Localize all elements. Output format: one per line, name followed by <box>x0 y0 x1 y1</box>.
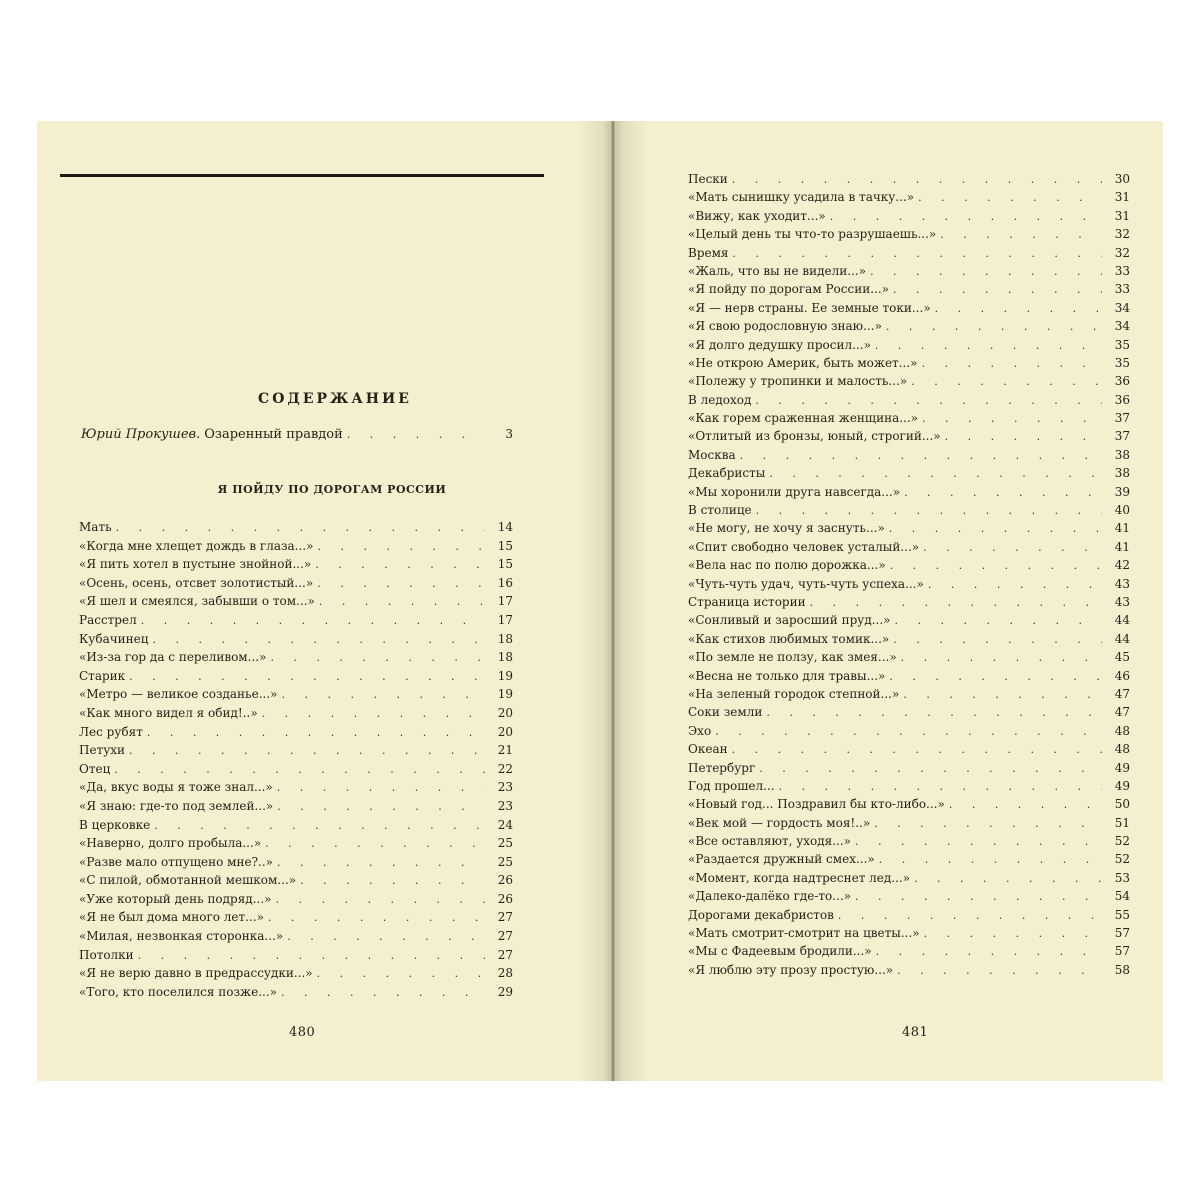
dot-leader <box>152 631 485 650</box>
dot-leader <box>914 870 1102 888</box>
toc-entry-title: Декабристы <box>688 466 766 481</box>
toc-entry-page: 18 <box>497 631 513 646</box>
toc-entry <box>79 667 513 686</box>
toc-entry-title: «Я люблю эту прозу простую...» <box>688 962 894 977</box>
dot-leader <box>889 520 1102 538</box>
toc-entry-title: «Не могу, не хочу я заснуть...» <box>688 521 885 536</box>
toc-entry-title: «Милая, незвонкая сторонка...» <box>79 929 284 944</box>
toc-entry-title: «Когда мне хлещет дождь в глаза...» <box>79 538 314 553</box>
toc-entry-title: «По земле не ползу, как змея...» <box>688 650 897 665</box>
dot-leader <box>277 854 485 873</box>
dot-leader <box>893 631 1102 649</box>
dot-leader <box>889 668 1102 686</box>
toc-entry <box>688 575 1130 593</box>
toc-entry <box>688 446 1130 464</box>
toc-entry-page: 47 <box>1114 686 1130 701</box>
toc-entry-page: 15 <box>497 538 513 553</box>
dot-leader <box>732 171 1102 189</box>
toc-entry-page: 43 <box>1114 594 1130 609</box>
dot-leader <box>876 943 1102 961</box>
toc-entry-page: 18 <box>497 650 513 665</box>
dot-leader <box>922 410 1102 428</box>
toc-entry-page: 27 <box>497 947 513 962</box>
dot-leader <box>319 593 485 612</box>
toc-entry <box>79 760 513 779</box>
toc-entry <box>688 464 1130 482</box>
toc-entry <box>688 170 1130 188</box>
toc-entry-page: 47 <box>1114 705 1130 720</box>
dot-leader <box>740 447 1102 465</box>
toc-entry <box>688 832 1130 850</box>
toc-entry-page: 17 <box>497 594 513 609</box>
toc-entry-page: 31 <box>1114 208 1130 223</box>
toc-entry <box>688 280 1130 298</box>
toc-entry-title: «Новый год... Поздравил бы кто-либо...» <box>688 797 945 812</box>
toc-entry-title: Петухи <box>79 743 126 758</box>
toc-entry-page: 44 <box>1114 631 1130 646</box>
dot-leader <box>940 226 1102 244</box>
toc-entry-page: 48 <box>1114 723 1130 738</box>
toc-entry-page: 46 <box>1114 668 1130 683</box>
page-number-left: 480 <box>289 1025 316 1040</box>
toc-entry-title: Океан <box>688 742 728 757</box>
toc-entry <box>688 593 1130 611</box>
toc-entry <box>688 722 1130 740</box>
toc-entry-title: Кубачинец <box>79 631 149 646</box>
toc-entry-title: «Все оставляют, уходя...» <box>688 834 851 849</box>
toc-entry <box>79 537 513 556</box>
toc-list-left <box>79 518 513 1001</box>
dot-leader <box>769 465 1102 483</box>
toc-entry <box>688 648 1130 666</box>
dot-leader <box>715 723 1102 741</box>
toc-entry <box>79 908 513 927</box>
dot-leader <box>317 575 485 594</box>
toc-entry <box>79 964 513 983</box>
toc-entry <box>79 946 513 965</box>
toc-entry-page: 37 <box>1114 429 1130 444</box>
toc-entry <box>79 834 513 853</box>
dot-leader <box>766 704 1102 722</box>
dot-leader <box>945 428 1102 446</box>
toc-entry-title: Петербург <box>688 760 756 775</box>
toc-entry-page: 15 <box>497 557 513 572</box>
dot-leader <box>879 851 1102 869</box>
dot-leader <box>918 189 1102 207</box>
dot-leader <box>935 300 1102 318</box>
toc-entry-title: «Наверно, долго пробыла...» <box>79 836 262 851</box>
toc-entry <box>688 427 1130 445</box>
toc-entry-page: 35 <box>1114 355 1130 370</box>
toc-entry-page: 55 <box>1114 907 1130 922</box>
dot-leader <box>928 576 1102 594</box>
dot-leader <box>810 594 1102 612</box>
toc-entry-title: «Осень, осень, отсвет золотистый...» <box>79 575 314 590</box>
toc-entry-title: «Я пойду по дорогам России...» <box>688 282 889 297</box>
toc-entry <box>688 869 1130 887</box>
toc-entry <box>688 409 1130 427</box>
toc-entry-title: «Как много видел я обид!..» <box>79 705 258 720</box>
toc-entry-page: 17 <box>497 612 513 627</box>
toc-entry-title: «Я свою родословную знаю...» <box>688 319 882 334</box>
toc-entry-page: 19 <box>497 668 513 683</box>
toc-entry <box>79 630 513 649</box>
dot-leader <box>270 649 485 668</box>
toc-entry-title: Эхо <box>688 723 712 738</box>
dot-leader <box>277 779 485 798</box>
toc-entry <box>688 759 1130 777</box>
toc-entry-page: 32 <box>1114 245 1130 260</box>
dot-leader <box>141 612 485 631</box>
toc-entry <box>688 850 1130 868</box>
toc-entry <box>79 927 513 946</box>
toc-entry-title: «Как горем сраженная женщина...» <box>688 411 919 426</box>
toc-entry-title: «Я — нерв страны. Ее земные токи...» <box>688 300 931 315</box>
dot-leader <box>870 263 1102 281</box>
toc-entry <box>79 723 513 742</box>
toc-entry-page: 28 <box>497 966 513 981</box>
toc-entry-title: «Мать сынишку усадила в тачку...» <box>688 190 915 205</box>
toc-entry-page: 14 <box>497 520 513 534</box>
toc-entry-title: «Спит свободно человек усталый...» <box>688 539 920 554</box>
toc-entry-title: «Не открою Америк, быть может...» <box>688 355 918 370</box>
dot-leader <box>154 817 485 836</box>
toc-entry <box>79 518 513 537</box>
toc-entry <box>688 814 1130 832</box>
toc-entry-page: 30 <box>1114 172 1130 186</box>
dot-leader <box>138 947 485 966</box>
toc-entry-page: 39 <box>1114 484 1130 499</box>
toc-entry-title: «Полежу у тропинки и малость...» <box>688 374 908 389</box>
toc-entry <box>688 685 1130 703</box>
dot-leader <box>755 392 1102 410</box>
toc-entry-title: Дорогами декабристов <box>688 907 834 922</box>
toc-entry-title: «Метро — великое созданье...» <box>79 687 278 702</box>
toc-entry-page: 32 <box>1114 227 1130 242</box>
toc-entry-page: 26 <box>497 891 513 906</box>
dot-leader <box>897 962 1102 980</box>
dot-leader <box>281 984 485 1003</box>
dot-leader <box>114 761 485 780</box>
toc-entry <box>79 983 513 1002</box>
intro-page: 3 <box>505 427 513 441</box>
toc-entry-title: «Чуть-чуть удач, чуть-чуть успеха...» <box>688 576 924 591</box>
toc-entry-page: 34 <box>1114 319 1130 334</box>
toc-entry <box>79 741 513 760</box>
toc-entry-page: 38 <box>1114 447 1130 462</box>
toc-entry-title: Потолки <box>79 947 134 962</box>
dot-leader <box>315 556 485 575</box>
dot-leader <box>281 686 485 705</box>
toc-entry-page: 50 <box>1114 797 1130 812</box>
toc-entry-title: «Отлитый из бронзы, юный, строгий...» <box>688 429 941 444</box>
toc-entry-title: «Жаль, что вы не видели...» <box>688 263 867 278</box>
toc-entry <box>688 961 1130 979</box>
header-rule <box>60 174 544 177</box>
toc-entry-page: 16 <box>497 575 513 590</box>
dot-leader <box>300 872 485 891</box>
toc-entry-page: 23 <box>497 780 513 795</box>
dot-leader <box>855 833 1102 851</box>
toc-entry-page: 33 <box>1114 263 1130 278</box>
toc-entry-page: 41 <box>1114 521 1130 536</box>
toc-entry <box>79 574 513 593</box>
toc-entry-page: 58 <box>1114 962 1130 977</box>
dot-leader <box>886 318 1102 336</box>
dot-leader <box>277 798 485 817</box>
toc-entry-title: «Я долго дедушку просил...» <box>688 337 871 352</box>
toc-entry <box>688 336 1130 354</box>
toc-entry-page: 19 <box>497 687 513 702</box>
toc-entry-page: 33 <box>1114 282 1130 297</box>
toc-entry <box>688 519 1130 537</box>
toc-entry-page: 38 <box>1114 466 1130 481</box>
toc-entry-title: «Мы хоронили друга навсегда...» <box>688 484 901 499</box>
toc-entry <box>688 906 1130 924</box>
toc-entry-page: 31 <box>1114 190 1130 205</box>
dot-leader <box>759 760 1102 778</box>
dot-leader <box>317 965 485 984</box>
toc-entry-title: Время <box>688 245 729 260</box>
toc-entry-page: 34 <box>1114 300 1130 315</box>
toc-entry-title: «Далеко-далёко где-то...» <box>688 889 852 904</box>
toc-entry-title: «Целый день ты что-то разрушаешь...» <box>688 227 937 242</box>
toc-entry-page: 45 <box>1114 650 1130 665</box>
toc-entry-title: «На зеленый городок степной...» <box>688 686 900 701</box>
toc-entry-page: 43 <box>1114 576 1130 591</box>
toc-entry-page: 25 <box>497 836 513 851</box>
toc-entry-page: 20 <box>497 705 513 720</box>
toc-entry <box>79 685 513 704</box>
toc-entry-title: «Весна не только для травы...» <box>688 668 886 683</box>
toc-entry-page: 48 <box>1114 742 1130 757</box>
dot-leader <box>347 428 485 441</box>
toc-entry-title: Москва <box>688 447 736 462</box>
dot-leader <box>901 649 1102 667</box>
book-spread <box>37 121 1163 1081</box>
toc-entry-title: «Я шел и смеялся, забывши о том...» <box>79 594 315 609</box>
toc-entry-page: 27 <box>497 910 513 925</box>
toc-entry-title: Расстрел <box>79 612 137 627</box>
toc-entry-title: «Уже который день подряд...» <box>79 891 272 906</box>
toc-entry-title: «Я не верю давно в предрассудки...» <box>79 966 313 981</box>
toc-entry-page: 36 <box>1114 392 1130 407</box>
left-page <box>37 121 611 1081</box>
dot-leader <box>265 835 485 854</box>
dot-leader <box>904 484 1102 502</box>
toc-entry <box>79 778 513 797</box>
contents-title: СОДЕРЖАНИЕ <box>258 391 412 407</box>
toc-entry <box>688 740 1130 758</box>
toc-entry <box>688 244 1130 262</box>
dot-leader <box>756 502 1102 520</box>
toc-entry <box>688 703 1130 721</box>
toc-entry <box>79 890 513 909</box>
dot-leader <box>890 557 1102 575</box>
toc-list-right <box>688 170 1130 979</box>
toc-entry-title: В церковке <box>79 817 151 832</box>
dot-leader <box>903 686 1102 704</box>
toc-entry-title: Отец <box>79 761 111 776</box>
toc-entry-title: «Да, вкус воды я тоже знал...» <box>79 780 273 795</box>
toc-entry <box>688 299 1130 317</box>
dot-leader <box>129 742 485 761</box>
toc-entry-title: «Сонливый и заросший пруд...» <box>688 613 891 628</box>
toc-entry <box>79 592 513 611</box>
toc-entry-page: 42 <box>1114 558 1130 573</box>
toc-entry <box>688 887 1130 905</box>
toc-entry-page: 22 <box>497 761 513 776</box>
dot-leader <box>779 778 1102 796</box>
dot-leader <box>893 281 1102 299</box>
dot-leader <box>262 705 485 724</box>
toc-entry <box>688 317 1130 335</box>
toc-entry <box>688 354 1130 372</box>
toc-entry-title: «Момент, когда надтреснет лед...» <box>688 870 911 885</box>
dot-leader <box>275 891 485 910</box>
toc-entry-title: «Раздается дружный смех...» <box>688 852 875 867</box>
dot-leader <box>147 724 485 743</box>
toc-entry-title: В ледоход <box>688 392 752 407</box>
dot-leader <box>830 208 1102 226</box>
toc-entry-title: В столице <box>688 503 752 518</box>
toc-entry-page: 54 <box>1114 889 1130 904</box>
dot-leader <box>911 373 1102 391</box>
intro-title: Озаренный правдой <box>204 427 343 442</box>
toc-entry-title: Страница истории <box>688 594 806 609</box>
toc-entry <box>79 704 513 723</box>
toc-entry <box>79 816 513 835</box>
toc-entry-title: Мать <box>79 520 112 534</box>
toc-entry <box>688 942 1130 960</box>
toc-entry <box>79 853 513 872</box>
toc-entry-title: «Я не был дома много лет...» <box>79 910 264 925</box>
toc-entry <box>688 538 1130 556</box>
toc-entry-page: 36 <box>1114 374 1130 389</box>
toc-entry-page: 29 <box>497 984 513 999</box>
toc-entry <box>79 611 513 630</box>
toc-entry <box>688 795 1130 813</box>
dot-leader <box>116 519 485 538</box>
dot-leader <box>924 925 1102 943</box>
toc-entry-page: 57 <box>1114 926 1130 941</box>
toc-entry-title: Лес рубят <box>79 724 143 739</box>
toc-entry <box>688 188 1130 206</box>
toc-entry-page: 21 <box>497 743 513 758</box>
toc-entry-page: 52 <box>1114 852 1130 867</box>
toc-entry-title: «Вижу, как уходит...» <box>688 208 826 223</box>
toc-entry-title: «Того, кто поселился позже...» <box>79 984 277 999</box>
toc-entry-page: 41 <box>1114 539 1130 554</box>
toc-entry-page: 57 <box>1114 944 1130 959</box>
dot-leader <box>855 888 1102 906</box>
toc-entry <box>688 391 1130 409</box>
toc-entry <box>79 555 513 574</box>
toc-entry-title: Пески <box>688 172 728 186</box>
book-gutter <box>578 121 648 1081</box>
page-number-right: 481 <box>902 1025 929 1040</box>
toc-entry-title: «Мы с Фадеевым бродили...» <box>688 944 872 959</box>
toc-entry-page: 20 <box>497 724 513 739</box>
toc-entry-title: Соки земли <box>688 705 763 720</box>
toc-entry <box>688 501 1130 519</box>
toc-entry-title: «Век мой — гордость моя!..» <box>688 815 871 830</box>
toc-entry-title: «Разве мало отпущено мне?..» <box>79 854 273 869</box>
dot-leader <box>733 245 1102 263</box>
dot-leader <box>875 337 1102 355</box>
toc-entry-page: 24 <box>497 817 513 832</box>
dot-leader <box>874 815 1102 833</box>
toc-entry-page: 49 <box>1114 760 1130 775</box>
dot-leader <box>838 907 1102 925</box>
toc-entry-title: «Я пить хотел в пустыне знойной...» <box>79 557 312 572</box>
dot-leader <box>895 612 1102 630</box>
toc-entry <box>688 207 1130 225</box>
toc-entry-page: 26 <box>497 873 513 888</box>
dot-leader <box>287 928 485 947</box>
toc-entry-title: «Как стихов любимых томик...» <box>688 631 890 646</box>
toc-entry <box>79 871 513 890</box>
toc-entry-title: «Из-за гор да с переливом...» <box>79 650 267 665</box>
toc-entry-page: 35 <box>1114 337 1130 352</box>
toc-entry-page: 44 <box>1114 613 1130 628</box>
toc-entry-page: 52 <box>1114 834 1130 849</box>
toc-entry <box>688 556 1130 574</box>
toc-entry-title: «Я знаю: где-то под землей...» <box>79 798 274 813</box>
toc-entry <box>688 667 1130 685</box>
toc-entry-page: 53 <box>1114 870 1130 885</box>
dot-leader <box>921 355 1102 373</box>
toc-entry-page: 49 <box>1114 778 1130 793</box>
toc-entry-title: «С пилой, обмотанной мешком...» <box>79 873 297 888</box>
dot-leader <box>129 668 485 687</box>
toc-entry <box>688 483 1130 501</box>
toc-entry <box>688 372 1130 390</box>
toc-entry <box>79 797 513 816</box>
toc-entry-page: 51 <box>1114 815 1130 830</box>
section-title: Я ПОЙДУ ПО ДОРОГАМ РОССИИ <box>217 483 447 496</box>
right-page <box>611 121 1163 1081</box>
toc-entry <box>688 262 1130 280</box>
toc-entry-title: Год прошел... <box>688 778 775 793</box>
toc-entry <box>688 777 1130 795</box>
dot-leader <box>268 909 485 928</box>
dot-leader <box>732 741 1102 759</box>
dot-leader <box>923 539 1102 557</box>
toc-entry <box>79 648 513 667</box>
toc-entry-page: 37 <box>1114 411 1130 426</box>
toc-entry-page: 27 <box>497 929 513 944</box>
toc-entry <box>688 924 1130 942</box>
toc-entry-page: 23 <box>497 798 513 813</box>
toc-entry-title: Старик <box>79 668 126 683</box>
toc-entry-page: 25 <box>497 854 513 869</box>
intro-author: Юрий Прокушев. <box>81 427 201 442</box>
intro-entry <box>81 427 513 447</box>
toc-entry <box>688 630 1130 648</box>
toc-entry-page: 40 <box>1114 503 1130 518</box>
dot-leader <box>949 796 1102 814</box>
toc-entry-title: «Вела нас по полю дорожка...» <box>688 558 886 573</box>
toc-entry <box>688 611 1130 629</box>
toc-entry <box>688 225 1130 243</box>
dot-leader <box>317 538 485 557</box>
toc-entry-title: «Мать смотрит-смотрит на цветы...» <box>688 926 920 941</box>
